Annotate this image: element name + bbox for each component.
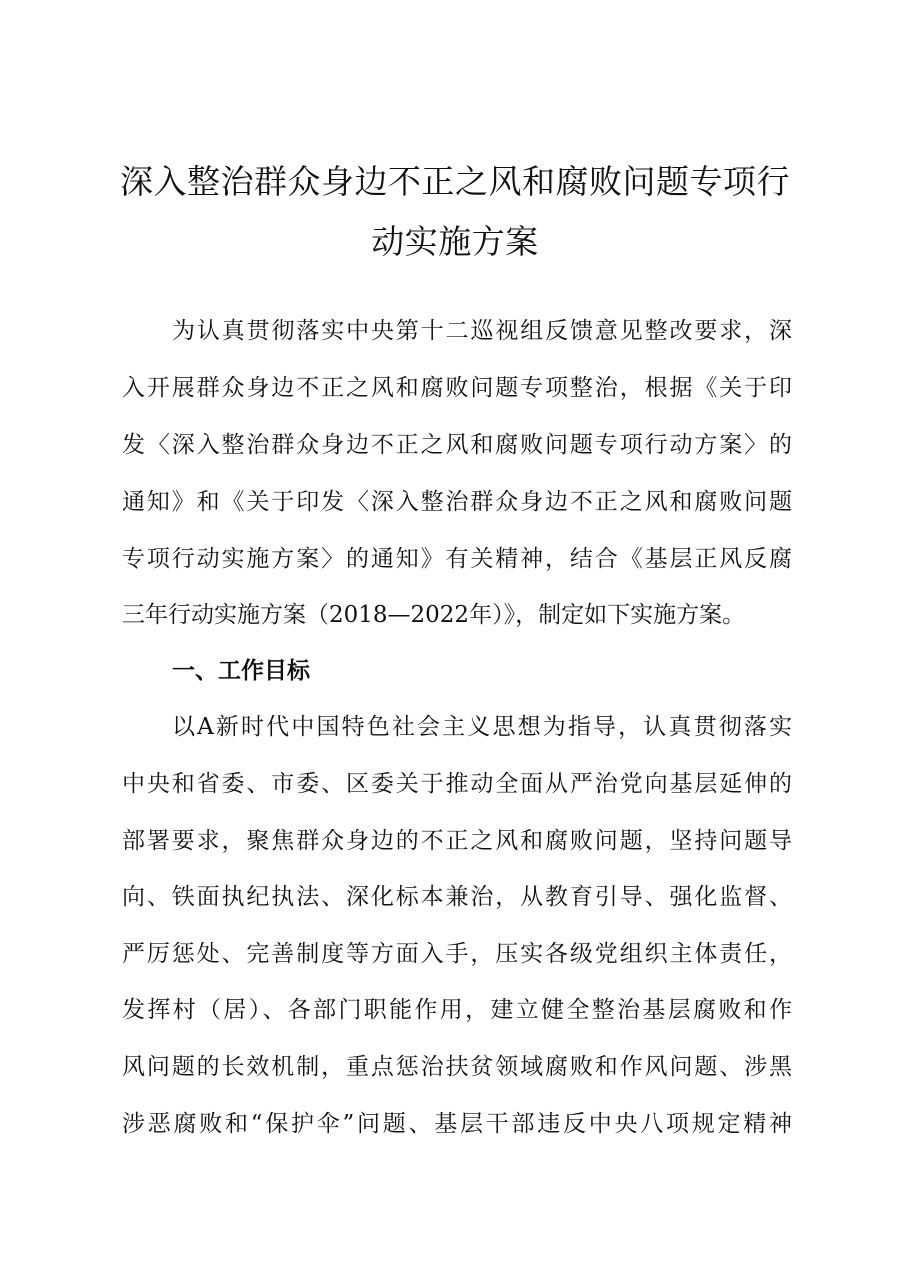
paragraph1-line-5: 专项行动实施方案〉的通知》有关精神，结合《基层正风反腐 (122, 546, 792, 572)
paragraph1-line-4: 通知》和《关于印发〈深入整治群众身边不正之风和腐败问题 (122, 489, 792, 515)
paragraph1-line-3: 发〈深入整治群众身边不正之风和腐败问题专项行动方案〉的 (122, 432, 792, 458)
document-title (110, 152, 800, 272)
paragraph1-line-2: 入开展群众身边不正之风和腐败问题专项整治，根据《关于印 (122, 375, 792, 401)
title-line-2: 动实施方案 (371, 222, 539, 261)
paragraph1-line-1: 为认真贯彻落实中央第十二巡视组反馈意见整改要求，深 (172, 318, 792, 344)
paragraph2-line-3: 部署要求，聚焦群众身边的不正之风和腐败问题，坚持问题导 (122, 828, 792, 854)
paragraph2-line-1: 以A新时代中国特色社会主义思想为指导，认真贯彻落实 (172, 714, 792, 740)
paragraph2-line-7: 风问题的长效机制，重点惩治扶贫领域腐败和作风问题、涉黑 (122, 1054, 792, 1080)
paragraph2-line-4: 向、铁面执纪执法、深化标本兼治，从教育引导、强化监督、 (122, 884, 792, 910)
paragraph2-line-5: 严厉惩处、完善制度等方面入手，压实各级党组织主体责任， (122, 941, 792, 967)
title-line-1: 深入整治群众身边不正之风和腐败问题专项行 (120, 162, 790, 201)
section-heading-work-goals: 一、工作目标 (172, 658, 310, 684)
paragraph1-line-6: 三年行动实施方案（2018—2022年）》，制定如下实施方案。 (122, 602, 746, 628)
paragraph2-line-2: 中央和省委、市委、区委关于推动全面从严治党向基层延伸的 (122, 771, 792, 797)
paragraph2-line-6: 发挥村（居）、各部门职能作用，建立健全整治基层腐败和作 (122, 997, 792, 1023)
paragraph2-line-8: 涉恶腐败和“保护伞”问题、基层干部违反中央八项规定精神 (122, 1111, 792, 1137)
